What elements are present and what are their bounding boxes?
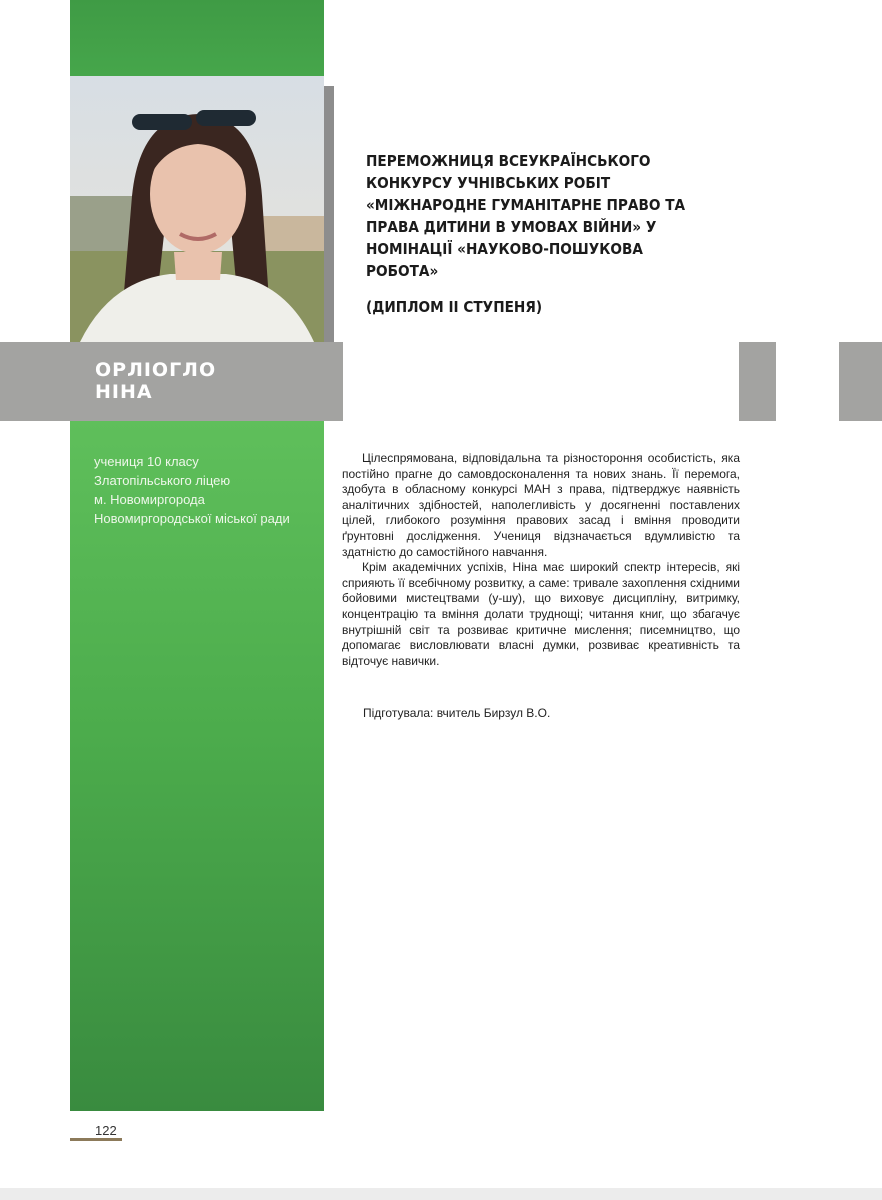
page-number: 122 xyxy=(95,1123,117,1138)
student-name xyxy=(95,359,216,403)
photo-shadow xyxy=(324,86,334,342)
student-name-line1: ОРЛІОГЛО xyxy=(95,359,217,381)
bottom-strip xyxy=(0,1188,882,1200)
decor-gray-block xyxy=(839,342,882,421)
student-info xyxy=(94,452,319,528)
student-info-line: Златопільського ліцею xyxy=(94,473,231,488)
student-photo xyxy=(70,76,324,342)
student-name-line2: НІНА xyxy=(95,381,153,403)
decor-gray-block xyxy=(739,342,776,421)
biography-paragraph: Крім академічних успіхів, Ніна має широкий спектр інтересів, які сприяють її всебічному розвитку, а саме: тривале захоплення східними бойовими мистецтвами (у-шу), що виховує дисципліну, витримку, концентрацію та вміння долати труднощі; читання книг, що збагачує внутрішній світ та розвиває критичне мислення; писемництво, що допомагає висловлювати власні думки, розвиває креативність та відточує навички. xyxy=(342,560,740,668)
student-info-line: м. Новомиргорода xyxy=(94,492,205,507)
student-info-line: Новомиргородської міської ради xyxy=(94,511,290,526)
page-number-underline xyxy=(70,1138,122,1141)
student-info-line: учениця 10 класу xyxy=(94,454,199,469)
award-title: ПЕРЕМОЖНИЦЯ ВСЕУКРАЇНСЬКОГО КОНКУРСУ УЧНІВСЬКИХ РОБІТ «МІЖНАРОДНЕ ГУМАНІТАРНЕ ПРАВО ТА ПРАВА ДИТИНИ В УМОВАХ ВІЙНИ» У НОМІНАЦІЇ «НАУКОВО-ПОШУКОВА РОБОТА» xyxy=(366,152,686,280)
top-green-bar xyxy=(70,0,324,76)
biography-text xyxy=(342,451,740,669)
biography-paragraph: Цілеспрямована, відповідальна та різностороння особистість, яка постійно прагне до самовдосконалення та нових знань. Її перемога, здобута в обласному конкурсі МАН з права, підтверджує наявність аналітичних здібностей, наполегливість у досягненні поставлених цілей, глибокого розуміння правових засад і вміння проводити ґрунтовні дослідження. Учениця відзначається вдумливістю та здатністю до самостійного навчання. xyxy=(342,451,740,559)
diploma-label: (ДИПЛОМ ІІ СТУПЕНЯ) xyxy=(366,298,543,316)
prepared-by: Підготувала: вчитель Бирзул В.О. xyxy=(363,706,551,720)
